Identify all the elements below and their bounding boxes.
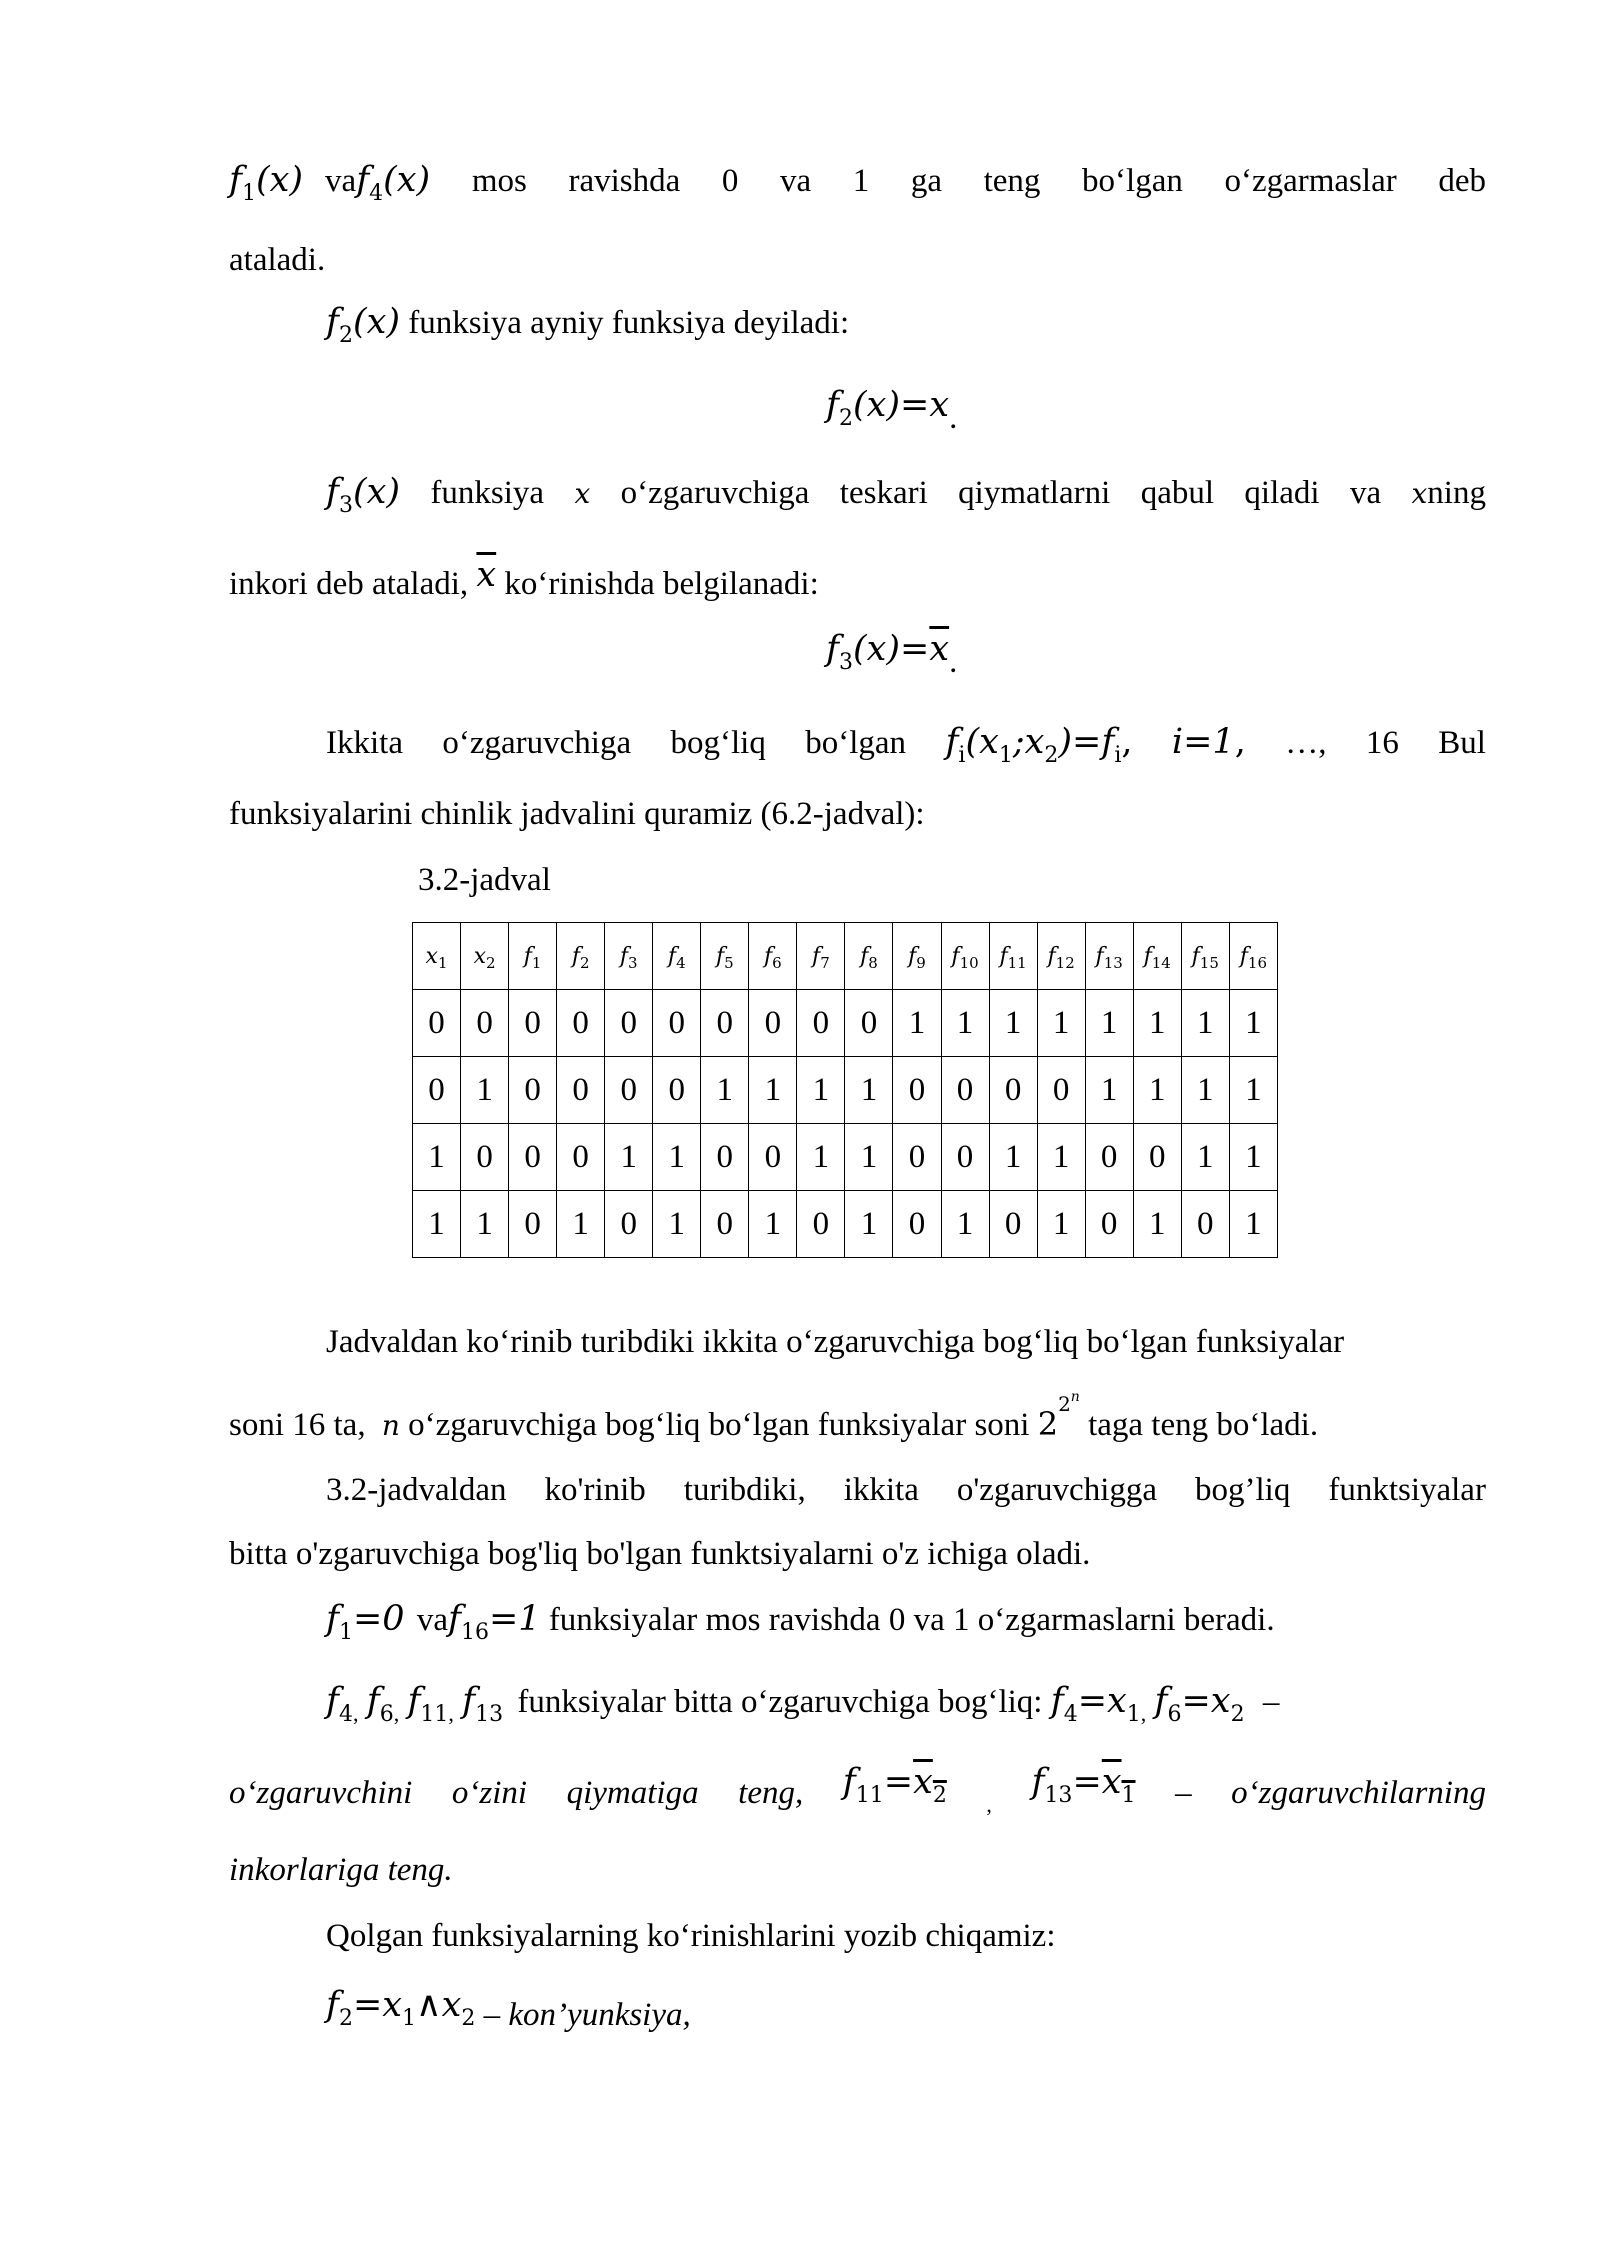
table-cell: 1 [605,1124,653,1191]
table-cell: 1 [749,1191,797,1258]
table-header-cell: $f_7$ [797,923,845,990]
table-caption: 3.2-jadval [418,862,551,898]
paragraph-two-variables-line2: funksiyalarini chinlik jadvalini quramiz (6.2-jadval): [229,796,925,832]
paragraph-f1-f16: $f_1=0$ vaf$_{16}$=1 funksiyalar mos ravishda 0 va 1 o‘zgarmaslarni beradi. [326,1599,1275,1645]
table-cell: 1 [1037,990,1085,1057]
paragraph-constants-line2: ataladi. [229,242,326,278]
table-cell: 0 [509,1191,557,1258]
table-header-cell: $f_4$ [653,923,701,990]
table-cell: 1 [461,1057,509,1124]
table-cell: 0 [509,990,557,1057]
paragraph-constants-line1: $f_1(x)$ va $f_4(x)$ mos ravishda 0 va 1 ga teng bo‘lgan o‘zgarmaslar deb [229,160,1486,206]
table-cell: 0 [605,1191,653,1258]
table-row [413,990,1278,1057]
table-cell: 1 [989,1124,1037,1191]
table-header-cell: $f_{13}$ [1085,923,1133,990]
table-cell: 1 [557,1191,605,1258]
table-cell: 0 [557,1124,605,1191]
table-cell: 1 [413,1124,461,1191]
table-cell: 0 [461,990,509,1057]
table-cell: 1 [989,990,1037,1057]
paragraph-count-line1: Jadvaldan ko‘rinib turibdiki ikkita o‘zgaruvchiga bog‘liq bo‘lgan funksiyalar [326,1324,1345,1360]
table-row [413,1124,1278,1191]
table-cell: 1 [845,1124,893,1191]
table-cell: 1 [1181,1057,1229,1124]
table-header-cell: $f_{15}$ [1181,923,1229,990]
table-header-cell: $f_8$ [845,923,893,990]
table-header-cell: $f_2$ [557,923,605,990]
table-cell: 1 [1085,990,1133,1057]
table-cell: 0 [845,990,893,1057]
formula-negation: $f_3(x)=\overline{x}$. [826,629,958,680]
formula-f4x: $f_4(x)$ [356,160,431,206]
table-cell: 1 [413,1191,461,1258]
table-header-cell: $f_{11}$ [989,923,1037,990]
table-cell: 1 [797,1057,845,1124]
table-cell: 1 [941,1191,989,1258]
formula-identity: $f_2(x)=x$. [826,385,958,436]
table-cell: 0 [653,990,701,1057]
table-cell: 0 [893,1057,941,1124]
table-cell: 0 [605,990,653,1057]
paragraph-single-var-line1: $f_{4,}$ $f_{6,}$ $f_{11,}$ $f_{13}$ funksiyalar bitta o‘zgaruvchiga bog‘liq: $f_4=x_{1,}$ $f_6=x_2$ – [326,1681,1280,1727]
table-header-cell: $f_9$ [893,923,941,990]
table-cell: 1 [845,1191,893,1258]
table-cell: 0 [749,990,797,1057]
table-cell: 1 [1229,1124,1277,1191]
paragraph-single-var-line3: inkorlariga teng. [229,1852,453,1888]
table-cell: 0 [701,1191,749,1258]
table-cell: 1 [1133,1057,1181,1124]
paragraph-single-var-line2: o‘zgaruvchini o‘zini qiymatiga teng, $f_{11}=x_2$ , $f_{13}=x_1$ – o‘zgaruvchilarning [229,1762,1486,1817]
table-cell: 0 [893,1191,941,1258]
table-cell: 1 [845,1057,893,1124]
paragraph-negation-line1: $f_3(x)$ funksiya x o‘zgaruvchiga teskari qiymatlarni qabul qiladi va xning [326,472,1486,518]
table-cell: 1 [1085,1057,1133,1124]
table-cell: 1 [797,1124,845,1191]
table-cell: 1 [893,990,941,1057]
paragraph-subset-line1: 3.2-jadvaldan ko'rinib turibdiki, ikkita o'zgaruvchigga bog’liq funktsiyalar [326,1472,1486,1508]
table-header-cell: $f_{14}$ [1133,923,1181,990]
table-cell: 1 [1133,990,1181,1057]
paragraph-identity: $f_2(x)$ funksiya ayniy funksiya deyiladi: [326,302,850,348]
table-cell: 0 [797,1191,845,1258]
table-cell: 0 [1085,1124,1133,1191]
table-cell: 0 [941,1124,989,1191]
table-cell: 0 [989,1057,1037,1124]
table-cell: 0 [701,1124,749,1191]
table-cell: 0 [413,990,461,1057]
table-cell: 1 [1229,990,1277,1057]
table-cell: 0 [941,1057,989,1124]
table-header-cell: $f_{12}$ [1037,923,1085,990]
table-cell: 1 [1181,990,1229,1057]
paragraph-count-line2: soni 16 ta, n o‘zgaruvchiga bog‘liq bo‘lgan funksiyalar soni $2^{2n}$ taga teng bo‘ladi. [229,1389,1319,1443]
table-cell: 0 [797,990,845,1057]
table-header-cell: $f_{16}$ [1229,923,1277,990]
table-cell: 0 [1181,1191,1229,1258]
table-row [413,1191,1278,1258]
formula-fi: $f_i(x_1;x_2)=f_i$, [945,722,1133,768]
table-header-cell: $f_3$ [605,923,653,990]
table-cell: 0 [557,990,605,1057]
paragraph-two-variables-line1: Ikkita o‘zgaruvchiga bog‘liq bo‘lgan $f_i(x_1;x_2)=f_i$, i=1, …, 16 Bul [326,722,1486,768]
table-cell: 1 [461,1191,509,1258]
formula-f1x: $f_1(x)$ [229,160,304,206]
table-cell: 0 [1085,1191,1133,1258]
table-header-cell: $f_5$ [701,923,749,990]
table-cell: 0 [557,1057,605,1124]
table-cell: 1 [1181,1124,1229,1191]
table-cell: 0 [989,1191,1037,1258]
table-cell: 1 [653,1124,701,1191]
table-header-row [413,923,1278,990]
table-cell: 1 [1229,1191,1277,1258]
paragraph-remaining: Qolgan funksiyalarning ko‘rinishlarini yozib chiqamiz: [326,1918,1056,1954]
table-header-cell: $x_1$ [413,923,461,990]
table-cell: 1 [701,1057,749,1124]
table-header-cell: $f_1$ [509,923,557,990]
table-cell: 0 [653,1057,701,1124]
x-bar-symbol: $\overline{x}$ [476,555,497,595]
table-header-cell: $f_6$ [749,923,797,990]
table-cell: 0 [461,1124,509,1191]
table-header-cell: $x_2$ [461,923,509,990]
table-cell: 0 [509,1057,557,1124]
formula-conjunction: $f_2=x_1\wedge x_2$ – kon’yunksiya, [326,1985,691,2033]
truth-table [412,922,1278,1258]
table-cell: 1 [1133,1191,1181,1258]
table-cell: 1 [749,1057,797,1124]
table-cell: 0 [1037,1057,1085,1124]
table-header-cell: $f_{10}$ [941,923,989,990]
table-cell: 0 [893,1124,941,1191]
table-cell: 0 [605,1057,653,1124]
table-cell: 1 [653,1191,701,1258]
table-cell: 0 [701,990,749,1057]
table-cell: 1 [1037,1124,1085,1191]
paragraph-negation-line2: inkori deb ataladi, $\overline{x}$ ko‘rinishda belgilanadi: [229,555,819,602]
formula-power: $2^{2n}$ [1037,1389,1080,1443]
table-cell: 1 [941,990,989,1057]
table-row [413,1057,1278,1124]
table-cell: 0 [749,1124,797,1191]
table-cell: 1 [1037,1191,1085,1258]
table-cell: 0 [413,1057,461,1124]
paragraph-subset-line2: bitta o'zgaruvchiga bog'liq bo'lgan funktsiyalarni o'z ichiga oladi. [229,1536,1091,1572]
table-cell: 0 [509,1124,557,1191]
table-cell: 0 [1133,1124,1181,1191]
table-cell: 1 [1229,1057,1277,1124]
